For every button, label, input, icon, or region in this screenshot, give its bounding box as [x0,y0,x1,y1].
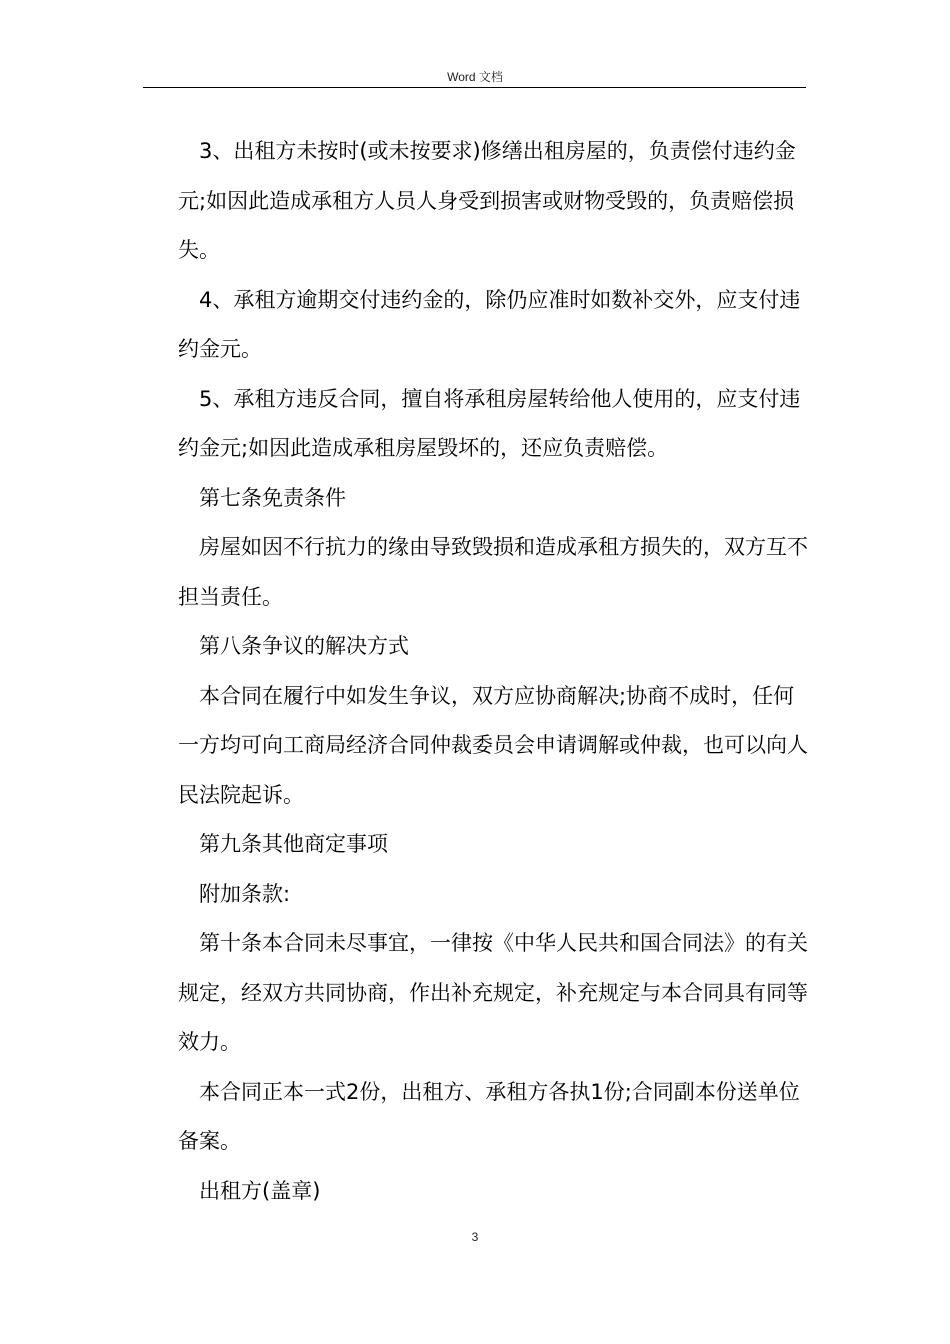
paragraph-lessor-seal: 出租方(盖章) [199,1178,321,1203]
section-heading-article-7: 第七条免责条件 [199,485,346,510]
paragraph-clause-4: 4、承租方逾期交付违约金的，除仍应准时如数补交外，应支付违约金元。 [178,287,801,361]
header-title: Word 文档 [447,70,503,84]
paragraph-additional-terms: 附加条款: [199,881,291,906]
section-heading-article-9: 第九条其他商定事项 [199,832,388,856]
paragraph-dispute-resolution: 本合同在履行中如发生争议，双方应协商解决;协商不成时，任何一方均可向工商局经济合同仲裁委员会申请调解或仲裁，也可以向人民法院起诉。 [178,683,808,807]
paragraph-force-majeure: 房屋如因不行抗力的缘由导致毁损和造成承租方损失的，双方互不担当责任。 [178,535,808,609]
header-divider [143,87,806,88]
paragraph-copies: 本合同正本一式2份，出租方、承租方各执1份;合同副本份送单位备案。 [178,1079,800,1153]
paragraph-clause-3: 3、出租方未按时(或未按要求)修缮出租房屋的，负责偿付违约金元;如因此造成承租方人员人身受到损害或财物受毁的，负责赔偿损失。 [178,139,796,262]
paragraph-clause-5: 5、承租方违反合同，擅自将承租房屋转给他人使用的，应支付违约金元;如因此造成承租房屋毁坏的，还应负责赔偿。 [178,386,801,460]
document-body [178,127,808,1216]
paragraph-article-10: 第十条本合同未尽事宜，一律按《中华人民共和国合同法》的有关规定，经双方共同协商，作出补充规定，补充规定与本合同具有同等效力。 [178,931,808,1054]
section-heading-article-8: 第八条争议的解决方式 [199,634,409,658]
page-number: 3 [471,1230,479,1244]
